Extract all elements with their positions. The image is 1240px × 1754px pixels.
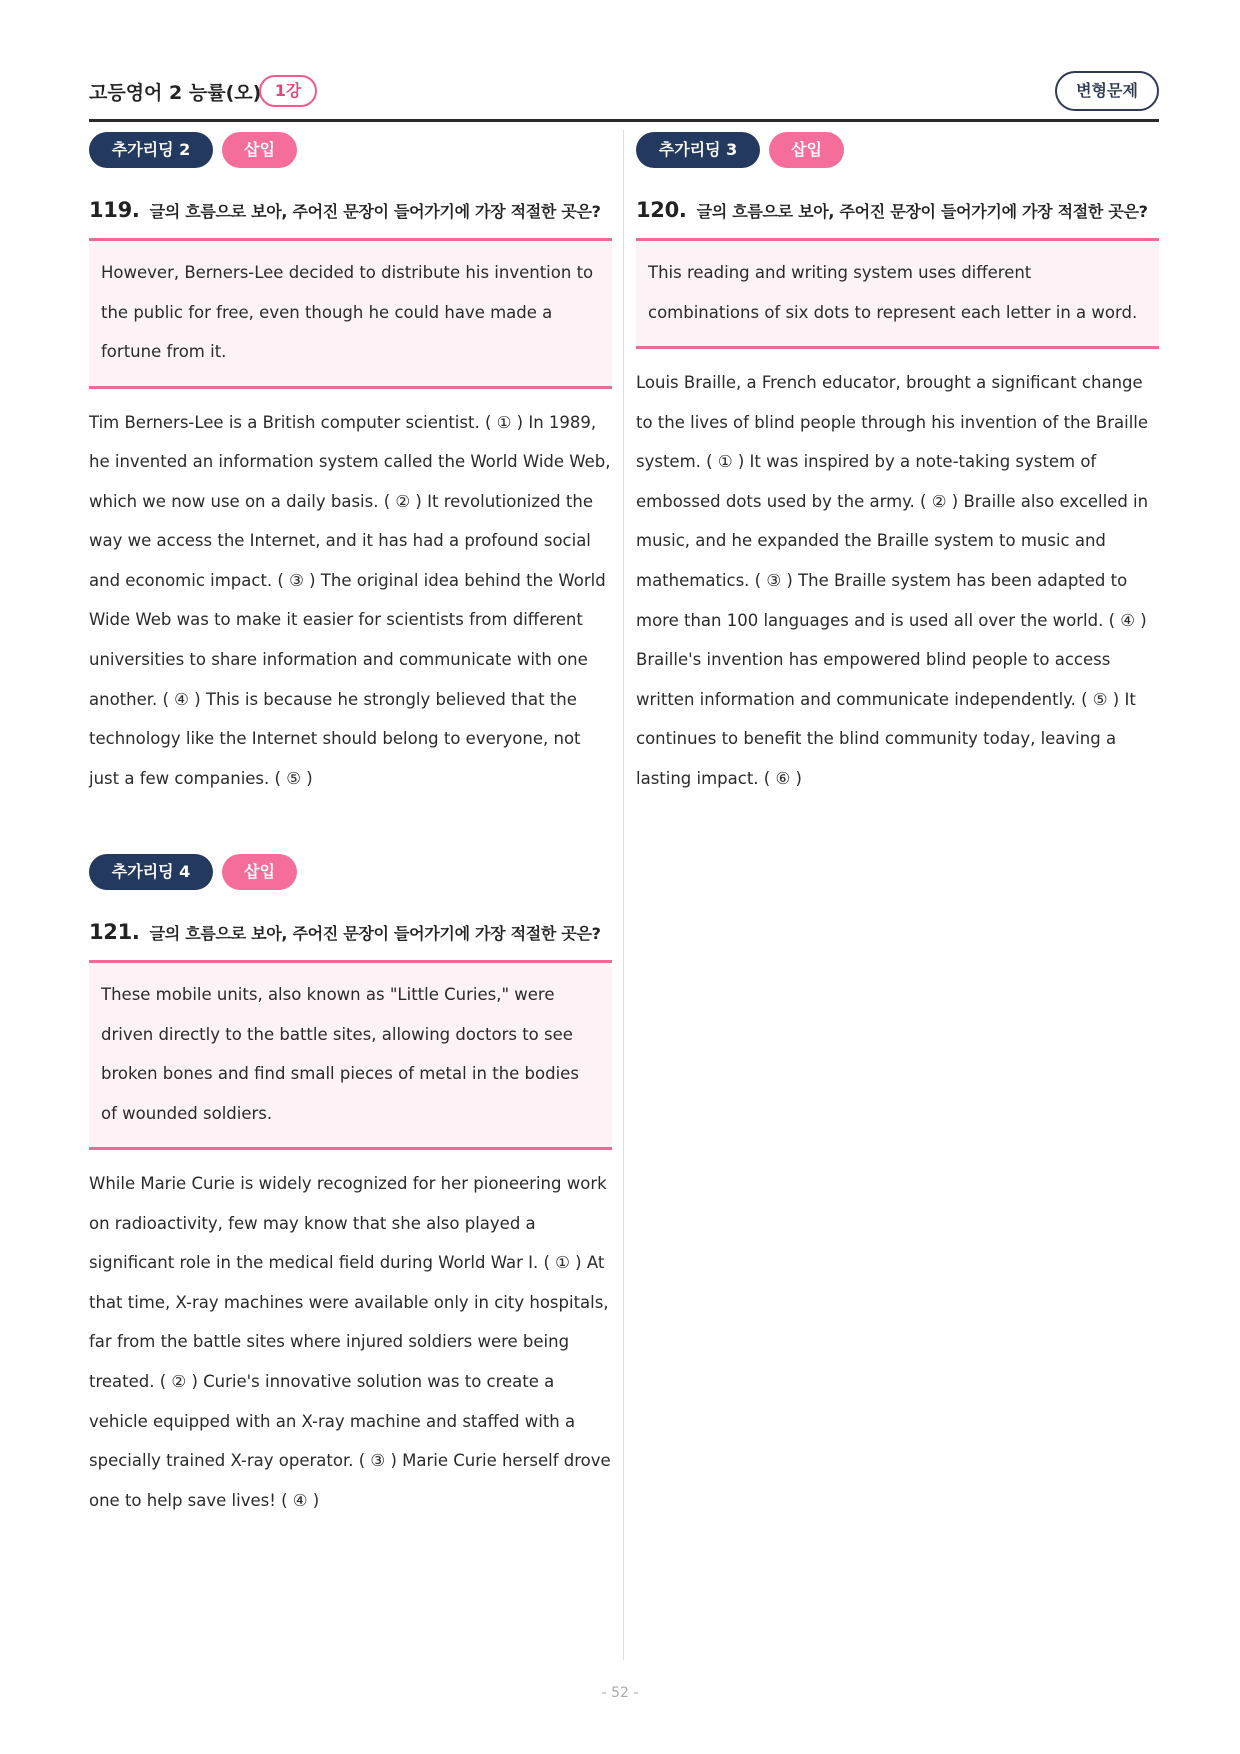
- question-text: 글의 흐름으로 보아, 주어진 문장이 들어가기에 가장 적절한 곳은?: [696, 202, 1148, 221]
- question-number: 120.: [636, 198, 687, 222]
- question-text: 글의 흐름으로 보아, 주어진 문장이 들어가기에 가장 적절한 곳은?: [149, 924, 601, 943]
- question-block-119: [89, 132, 612, 798]
- question-prompt: [89, 916, 612, 950]
- question-tags: [636, 132, 1159, 168]
- question-block-120: [636, 132, 1159, 799]
- page-header: [89, 68, 1159, 120]
- question-number: 119.: [89, 198, 140, 222]
- column-divider: [623, 130, 624, 1660]
- question-text: 글의 흐름으로 보아, 주어진 문장이 들어가기에 가장 적절한 곳은?: [149, 202, 601, 221]
- question-type-badge: 변형문제: [1055, 71, 1159, 111]
- type-tag: 삽입: [222, 854, 297, 890]
- question-number: 121.: [89, 920, 140, 944]
- reading-tag: 추가리딩 2: [89, 132, 213, 168]
- question-prompt: [636, 194, 1159, 228]
- given-sentence-box: These mobile units, also known as "Little Curies," were driven directly to the battle sites, allowing doctors to see broken bones and find small pieces of metal in the bodies of wounded soldiers.: [89, 960, 612, 1150]
- passage-text: Louis Braille, a French educator, brought a significant change to the lives of blind people through his invention of the Braille system. ( ① ) It was inspired by a note-taking system of embossed dots used by the army. ( ② ) Braille also excelled in music, and he expanded the Braille system to music and mathematics. ( ③ ) The Braille system has been adapted to more than 100 languages and is used all over the world. ( ④ ) Braille's invention has empowered blind people to access written information and communicate independently. ( ⑤ ) It continues to benefit the blind community today, leaving a lasting impact. ( ⑥ ): [636, 373, 1149, 788]
- question-block-121: [89, 854, 612, 1520]
- lesson-badge: 1강: [259, 75, 317, 107]
- header-divider: [89, 119, 1159, 122]
- reading-tag: 추가리딩 3: [636, 132, 760, 168]
- question-prompt: [89, 194, 612, 228]
- question-tags: [89, 854, 612, 890]
- book-title: 고등영어 2 능률(오): [89, 82, 262, 104]
- question-tags: [89, 132, 612, 168]
- given-sentence-box: This reading and writing system uses different combinations of six dots to represent each letter in a word.: [636, 238, 1159, 349]
- reading-tag: 추가리딩 4: [89, 854, 213, 890]
- type-tag: 삽입: [222, 132, 297, 168]
- type-tag: 삽입: [769, 132, 844, 168]
- passage-text: While Marie Curie is widely recognized for her pioneering work on radioactivity, few may know that she also played a significant role in the medical field during World War I. ( ① ) At that time, X-ray machines were available only in city hospitals, far from the battle sites where injured soldiers were being treated. ( ② ) Curie's innovative solution was to create a vehicle equipped with an X-ray machine and staffed with a specially trained X-ray operator. ( ③ ) Marie Curie herself drove one to help save lives! ( ④ ): [89, 1174, 611, 1510]
- page-number: - 52 -: [601, 1685, 639, 1701]
- passage-text: Tim Berners-Lee is a British computer scientist. ( ① ) In 1989, he invented an information system called the World Wide Web, which we now use on a daily basis. ( ② ) It revolutionized the way we access the Internet, and it has had a profound social and economic impact. ( ③ ) The original idea behind the World Wide Web was to make it easier for scientists from different universities to share information and communicate with one another. ( ④ ) This is because he strongly believed that the technology like the Internet should belong to everyone, not just a few companies. ( ⑤ ): [89, 412, 611, 788]
- given-sentence-box: However, Berners-Lee decided to distribute his invention to the public for free, even though he could have made a fortune from it.: [89, 238, 612, 389]
